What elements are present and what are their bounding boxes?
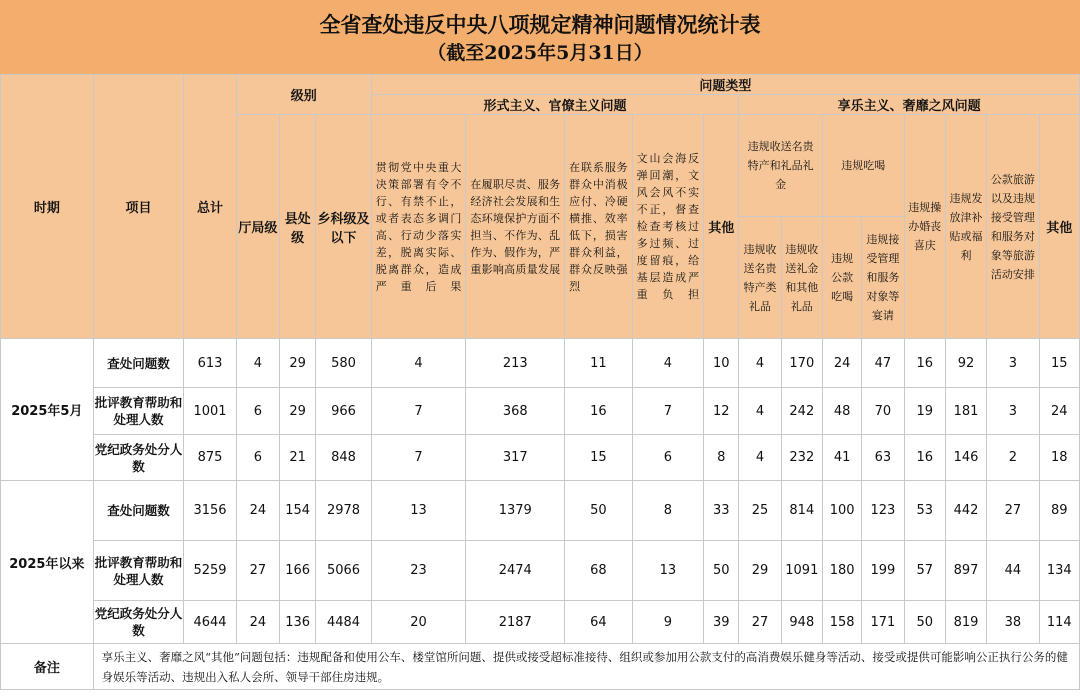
header-dining-banquet: 违规接受管理和服务对象等宴请 [862, 217, 904, 339]
value-cell: 3156 [184, 481, 236, 541]
header-level-xiang: 乡科级及以下 [316, 115, 371, 339]
header-formalism: 形式主义、官僚主义问题 [371, 95, 739, 115]
value-cell: 2978 [316, 481, 371, 541]
header-formalism-col-3: 在联系服务群众中消极应付、冷硬横推、效率低下，损害群众利益，群众反映强烈 [565, 115, 632, 339]
header-dining-group: 违规吃喝 [822, 115, 904, 217]
value-cell: 4 [236, 339, 279, 388]
value-cell: 2474 [466, 541, 565, 601]
value-cell: 64 [565, 601, 632, 644]
period-cell: 2025年以来 [1, 481, 94, 644]
value-cell: 154 [280, 481, 316, 541]
value-cell: 15 [565, 435, 632, 481]
value-cell: 1001 [184, 388, 236, 435]
value-cell: 63 [862, 435, 904, 481]
value-cell: 7 [632, 388, 704, 435]
value-cell: 5259 [184, 541, 236, 601]
row-label: 批评教育帮助和处理人数 [93, 541, 184, 601]
row-label: 批评教育帮助和处理人数 [93, 388, 184, 435]
value-cell: 4 [739, 388, 781, 435]
value-cell: 24 [822, 339, 861, 388]
value-cell: 10 [704, 339, 739, 388]
note-text: 享乐主义、奢靡之风“其他”问题包括：违规配备和使用公车、楼堂馆所问题、提供或接受超标准接待、组织或参加用公款支付的高消费娱乐健身等活动、接受或提供可能影响公正执行公务的健身娱乐等活动、违规出入私人会所、领导干部住房违规。 [93, 644, 1079, 690]
note-row [1, 644, 1080, 690]
value-cell: 39 [704, 601, 739, 644]
header-hedonism: 享乐主义、奢靡之风问题 [739, 95, 1080, 115]
value-cell: 848 [316, 435, 371, 481]
value-cell: 5066 [316, 541, 371, 601]
value-cell: 4644 [184, 601, 236, 644]
header-item: 项目 [93, 75, 184, 339]
value-cell: 819 [945, 601, 986, 644]
header-dining-public: 违规公款吃喝 [822, 217, 861, 339]
value-cell: 44 [987, 541, 1039, 601]
header-wedding-funeral: 违规操办婚丧喜庆 [904, 115, 945, 339]
value-cell: 4 [739, 435, 781, 481]
value-cell: 50 [565, 481, 632, 541]
header-level-xian: 县处级 [280, 115, 316, 339]
value-cell: 70 [862, 388, 904, 435]
value-cell: 7 [371, 388, 466, 435]
value-cell: 24 [236, 481, 279, 541]
period-cell: 2025年5月 [1, 339, 94, 481]
value-cell: 180 [822, 541, 861, 601]
value-cell: 9 [632, 601, 704, 644]
value-cell: 48 [822, 388, 861, 435]
header-gift-specialty: 违规收送名贵特产类礼品 [739, 217, 781, 339]
header-hedonism-other: 其他 [1039, 115, 1079, 339]
value-cell: 1379 [466, 481, 565, 541]
header-formalism-col-4: 文山会海反弹回潮，文风会风不实不正，督查检查考核过多过频、过度留痕，给基层造成严重负担 [632, 115, 704, 339]
value-cell: 442 [945, 481, 986, 541]
value-cell: 27 [987, 481, 1039, 541]
value-cell: 29 [280, 339, 316, 388]
table-subtitle-date: （截至2025年5月31日） [427, 42, 653, 64]
value-cell: 134 [1039, 541, 1079, 601]
value-cell: 875 [184, 435, 236, 481]
value-cell: 92 [945, 339, 986, 388]
value-cell: 966 [316, 388, 371, 435]
value-cell: 8 [704, 435, 739, 481]
value-cell: 123 [862, 481, 904, 541]
header-formalism-col-1: 贯彻党中央重大决策部署有令不行、有禁不止，或者表态多调门高、行动少落实差，脱离实际、脱离群众，造成严重后果 [371, 115, 466, 339]
header-level-ting: 厅局级 [236, 115, 279, 339]
header-formalism-col-2: 在履职尽责、服务经济社会发展和生态环境保护方面不担当、不作为、乱作为、假作为，严重影响高质量发展 [466, 115, 565, 339]
value-cell: 3 [987, 388, 1039, 435]
value-cell: 613 [184, 339, 236, 388]
header-level-group: 级别 [236, 75, 371, 115]
table-title-banner [0, 0, 1080, 76]
value-cell: 317 [466, 435, 565, 481]
value-cell: 13 [371, 481, 466, 541]
value-cell: 166 [280, 541, 316, 601]
value-cell: 2 [987, 435, 1039, 481]
value-cell: 27 [739, 601, 781, 644]
value-cell: 25 [739, 481, 781, 541]
value-cell: 47 [862, 339, 904, 388]
statistics-table [0, 74, 1080, 690]
note-label: 备注 [1, 644, 94, 690]
row-label: 查处问题数 [93, 339, 184, 388]
table-row [1, 601, 1080, 644]
value-cell: 24 [1039, 388, 1079, 435]
table-title: 全省查处违反中央八项规定精神问题情况统计表 [319, 12, 761, 37]
table-row [1, 435, 1080, 481]
value-cell: 19 [904, 388, 945, 435]
value-cell: 100 [822, 481, 861, 541]
value-cell: 8 [632, 481, 704, 541]
value-cell: 368 [466, 388, 565, 435]
table-row [1, 541, 1080, 601]
header-gift-money: 违规收送礼金和其他礼品 [781, 217, 822, 339]
value-cell: 13 [632, 541, 704, 601]
value-cell: 199 [862, 541, 904, 601]
value-cell: 50 [704, 541, 739, 601]
value-cell: 21 [280, 435, 316, 481]
value-cell: 15 [1039, 339, 1079, 388]
value-cell: 6 [632, 435, 704, 481]
value-cell: 897 [945, 541, 986, 601]
value-cell: 242 [781, 388, 822, 435]
value-cell: 18 [1039, 435, 1079, 481]
value-cell: 4 [632, 339, 704, 388]
value-cell: 38 [987, 601, 1039, 644]
value-cell: 3 [987, 339, 1039, 388]
value-cell: 6 [236, 435, 279, 481]
value-cell: 136 [280, 601, 316, 644]
value-cell: 2187 [466, 601, 565, 644]
value-cell: 23 [371, 541, 466, 601]
value-cell: 232 [781, 435, 822, 481]
row-label: 党纪政务处分人数 [93, 435, 184, 481]
value-cell: 171 [862, 601, 904, 644]
header-period: 时期 [1, 75, 94, 339]
value-cell: 814 [781, 481, 822, 541]
header-tourism: 公款旅游以及违规接受管理和服务对象等旅游活动安排 [987, 115, 1039, 339]
table-row [1, 481, 1080, 541]
value-cell: 16 [904, 435, 945, 481]
table-row [1, 388, 1080, 435]
value-cell: 29 [739, 541, 781, 601]
header-allowance: 违规发放津补贴或福利 [945, 115, 986, 339]
value-cell: 11 [565, 339, 632, 388]
value-cell: 114 [1039, 601, 1079, 644]
header-gift-group: 违规收送名贵特产和礼品礼金 [739, 115, 823, 217]
value-cell: 68 [565, 541, 632, 601]
value-cell: 41 [822, 435, 861, 481]
row-label: 党纪政务处分人数 [93, 601, 184, 644]
row-label: 查处问题数 [93, 481, 184, 541]
value-cell: 146 [945, 435, 986, 481]
value-cell: 948 [781, 601, 822, 644]
value-cell: 16 [904, 339, 945, 388]
value-cell: 170 [781, 339, 822, 388]
value-cell: 158 [822, 601, 861, 644]
value-cell: 181 [945, 388, 986, 435]
value-cell: 33 [704, 481, 739, 541]
header-problem-type: 问题类型 [371, 75, 1079, 95]
value-cell: 4 [739, 339, 781, 388]
value-cell: 6 [236, 388, 279, 435]
header-total: 总计 [184, 75, 236, 339]
header-formalism-other: 其他 [704, 115, 739, 339]
value-cell: 20 [371, 601, 466, 644]
value-cell: 4484 [316, 601, 371, 644]
value-cell: 57 [904, 541, 945, 601]
value-cell: 24 [236, 601, 279, 644]
value-cell: 12 [704, 388, 739, 435]
value-cell: 29 [280, 388, 316, 435]
value-cell: 7 [371, 435, 466, 481]
value-cell: 16 [565, 388, 632, 435]
table-row [1, 339, 1080, 388]
value-cell: 213 [466, 339, 565, 388]
value-cell: 1091 [781, 541, 822, 601]
value-cell: 4 [371, 339, 466, 388]
value-cell: 50 [904, 601, 945, 644]
value-cell: 53 [904, 481, 945, 541]
value-cell: 580 [316, 339, 371, 388]
value-cell: 27 [236, 541, 279, 601]
value-cell: 89 [1039, 481, 1079, 541]
